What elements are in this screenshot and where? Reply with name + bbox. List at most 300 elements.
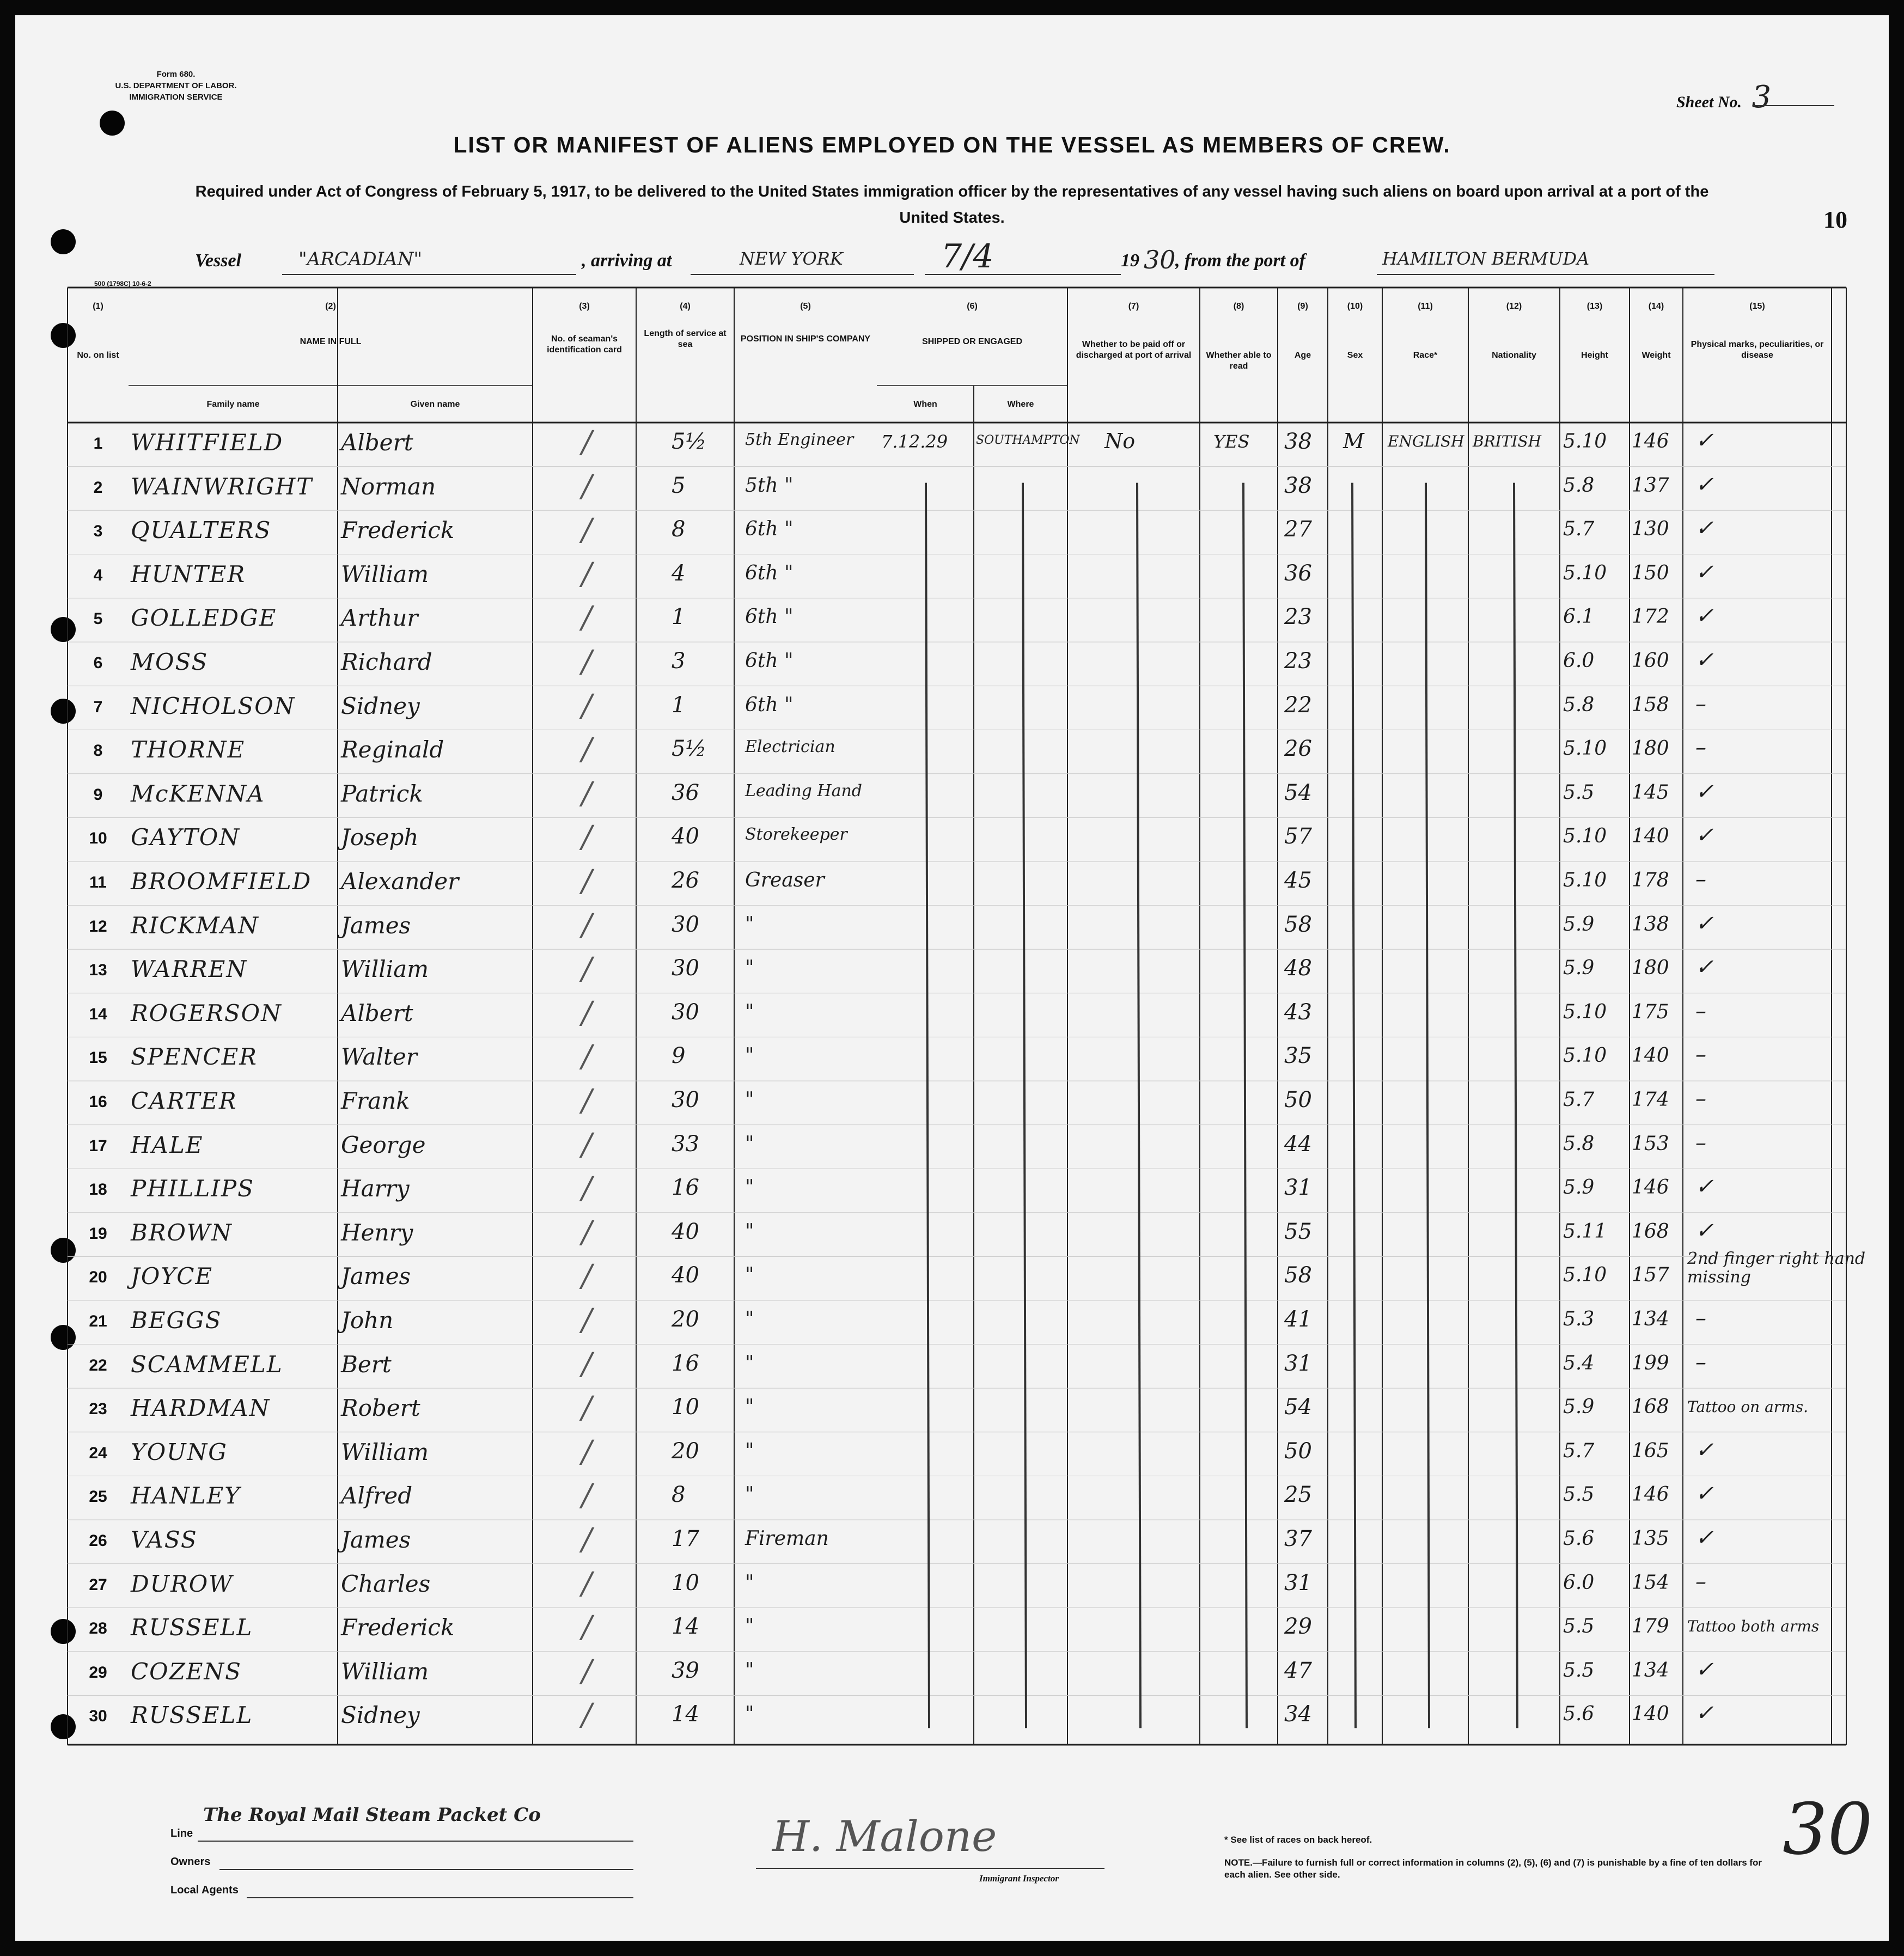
age: 31	[1284, 1350, 1312, 1376]
position: Leading Hand	[745, 781, 862, 800]
physical-marks-tick: ✓	[1695, 1525, 1714, 1550]
row-number: 15	[89, 1049, 107, 1067]
col-header-weight-number: (14)	[1648, 302, 1664, 311]
service-length: 30	[672, 1087, 699, 1113]
age: 58	[1284, 912, 1312, 937]
height: 5.8	[1563, 1132, 1595, 1155]
col-header-shipped: SHIPPED OR ENGAGED	[922, 337, 1023, 346]
physical-marks-tick: ✓	[1695, 910, 1714, 936]
weight: 145	[1632, 781, 1669, 804]
service-length: 10	[672, 1395, 699, 1420]
id-card-slash-mark: /	[582, 688, 592, 724]
height: 6.0	[1563, 650, 1595, 672]
physical-marks-tick: –	[1695, 691, 1706, 717]
service-name: IMMIGRATION SERVICE	[129, 93, 223, 102]
service-length: 14	[672, 1614, 699, 1640]
given-name: Walter	[341, 1043, 417, 1071]
agents-label: Local Agents	[170, 1884, 239, 1896]
family-name: McKENNA	[131, 780, 265, 807]
height: 5.9	[1563, 1396, 1595, 1419]
weight: 154	[1632, 1571, 1669, 1594]
age: 50	[1284, 1438, 1312, 1464]
id-card-slash-mark: /	[582, 1610, 592, 1646]
row-number: 25	[89, 1488, 107, 1506]
ditto-line	[926, 483, 929, 1728]
height: 5.7	[1563, 518, 1595, 541]
position: "	[745, 1308, 754, 1330]
id-card-slash-mark: /	[582, 1434, 592, 1470]
weight: 130	[1632, 518, 1669, 541]
height: 5.9	[1563, 913, 1595, 936]
position: "	[745, 1352, 754, 1374]
id-card-slash-mark: /	[582, 995, 592, 1031]
age: 50	[1284, 1087, 1312, 1113]
physical-marks-tick: –	[1695, 735, 1706, 761]
height: 5.8	[1563, 474, 1595, 497]
id-card-slash-mark: /	[582, 1303, 592, 1338]
family-name: GOLLEDGE	[131, 604, 277, 632]
col-header-family-name: Family name	[206, 400, 260, 409]
age: 26	[1284, 736, 1312, 762]
given-name: William	[341, 560, 429, 588]
ditto-line	[1426, 483, 1429, 1728]
given-name: Henry	[341, 1219, 413, 1246]
col-header-no-number: (1)	[93, 302, 103, 311]
weight: 140	[1632, 1044, 1669, 1067]
age: 38	[1284, 429, 1312, 454]
weight: 146	[1632, 430, 1669, 453]
sex: M	[1343, 429, 1364, 453]
family-name: WHITFIELD	[131, 429, 284, 456]
position: Electrician	[745, 737, 835, 757]
position: 5th Engineer	[745, 430, 854, 449]
family-name: RUSSELL	[131, 1614, 253, 1641]
height: 5.6	[1563, 1703, 1595, 1726]
service-length: 17	[672, 1526, 699, 1551]
col-header-height-number: (13)	[1586, 302, 1603, 311]
age: 58	[1284, 1263, 1312, 1288]
ditto-line	[1352, 483, 1356, 1728]
col-header-sex: Sex	[1347, 351, 1363, 360]
weight: 137	[1632, 474, 1669, 497]
given-name: George	[341, 1131, 426, 1158]
service-length: 3	[672, 649, 686, 674]
height: 5.5	[1563, 1615, 1595, 1638]
age: 44	[1284, 1131, 1312, 1157]
row-number: 12	[89, 917, 107, 936]
height: 5.10	[1563, 737, 1607, 760]
year-suffix: 30	[1144, 245, 1176, 274]
given-name: Patrick	[341, 780, 423, 807]
family-name: DUROW	[131, 1570, 234, 1597]
given-name: William	[341, 956, 429, 983]
given-name: Joseph	[341, 824, 419, 851]
height: 5.11	[1563, 1220, 1607, 1243]
col-header-nationality: Nationality	[1492, 351, 1536, 360]
col-header-no: No. on list	[77, 351, 119, 360]
family-name: SCAMMELL	[131, 1350, 283, 1378]
shipped-where: SOUTHAMPTON	[976, 433, 1080, 447]
weight: 174	[1632, 1089, 1669, 1111]
col-header-sex-number: (10)	[1347, 302, 1363, 311]
id-card-slash-mark: /	[582, 820, 592, 855]
row-number: 10	[89, 829, 107, 848]
shipped-when: 7.12.29	[881, 431, 948, 452]
inspector-label: Immigrant Inspector	[979, 1873, 1059, 1884]
service-length: 30	[672, 999, 699, 1025]
row-number: 16	[89, 1093, 107, 1111]
paid-off: No	[1104, 429, 1136, 453]
given-name: Albert	[341, 999, 413, 1026]
id-card-slash-mark: /	[582, 1083, 592, 1118]
given-name: William	[341, 1438, 429, 1465]
height: 5.6	[1563, 1527, 1595, 1550]
id-card-slash-mark: /	[582, 732, 592, 768]
row-number: 9	[93, 785, 103, 804]
service-length: 8	[672, 517, 686, 542]
row-number: 5	[93, 610, 103, 628]
position: "	[745, 913, 754, 936]
given-name: Sidney	[341, 692, 420, 719]
service-length: 8	[672, 1482, 686, 1508]
id-card-slash-mark: /	[582, 1522, 592, 1557]
age: 25	[1284, 1482, 1312, 1508]
given-name: Frederick	[341, 1614, 455, 1641]
position: "	[745, 1703, 754, 1726]
row-number: 2	[93, 478, 103, 497]
sheet-value: 3	[1752, 80, 1772, 115]
family-name: RICKMAN	[131, 912, 259, 939]
col-header-name-number: (2)	[325, 302, 336, 311]
id-card-slash-mark: /	[582, 907, 592, 943]
id-card-slash-mark: /	[582, 951, 592, 987]
col-header-marks-number: (15)	[1749, 302, 1765, 311]
col-header-position: POSITION IN SHIP'S COMPANY	[740, 334, 871, 344]
id-card-slash-mark: /	[582, 775, 592, 811]
age: 29	[1284, 1614, 1312, 1640]
age: 45	[1284, 868, 1312, 893]
family-name: HUNTER	[131, 560, 246, 588]
weight: 180	[1632, 737, 1669, 760]
vessel-name: "ARCADIAN"	[298, 248, 422, 270]
id-card-slash-mark: /	[582, 1478, 592, 1514]
height: 5.10	[1563, 825, 1607, 848]
physical-marks-tick: ✓	[1695, 472, 1714, 497]
service-length: 14	[672, 1702, 699, 1727]
service-length: 39	[672, 1658, 699, 1683]
from-port: HAMILTON BERMUDA	[1382, 248, 1590, 269]
position: "	[745, 1176, 754, 1199]
weight: 135	[1632, 1527, 1669, 1550]
service-length: 30	[672, 912, 699, 937]
col-header-shipped-number: (6)	[967, 302, 978, 311]
physical-marks-tick: ✓	[1695, 1481, 1714, 1507]
physical-marks-tick: ✓	[1695, 1701, 1714, 1726]
age: 57	[1284, 824, 1312, 849]
family-name: GAYTON	[131, 824, 241, 851]
given-name: Reginald	[341, 736, 444, 763]
position: "	[745, 957, 754, 980]
ditto-line	[1023, 483, 1026, 1728]
family-name: YOUNG	[131, 1438, 228, 1465]
physical-marks-tick: ✓	[1695, 1218, 1714, 1243]
physical-marks-tick: –	[1695, 1569, 1706, 1594]
age: 37	[1284, 1526, 1312, 1551]
weight: 146	[1632, 1176, 1669, 1199]
age: 38	[1284, 473, 1312, 498]
id-card-slash-mark: /	[582, 600, 592, 636]
from-label: , from the port of	[1175, 250, 1305, 271]
col-header-marks: Physical marks, peculiarities, or disease	[1691, 340, 1824, 360]
col-header-nationality-number: (12)	[1506, 302, 1522, 311]
position: 6th "	[745, 693, 794, 716]
physical-marks-tick: ✓	[1695, 1657, 1714, 1682]
age: 41	[1284, 1307, 1312, 1332]
given-name: Alexander	[341, 868, 459, 895]
page-subtitle: Required under Act of Congress of February 5, 1917, to be delivered to the United States immigration officer by the representatives of any vessel having such aliens on board upon arrival at a port of the United States.	[195, 183, 1709, 227]
ditto-line	[1137, 483, 1140, 1728]
weight: 168	[1632, 1396, 1669, 1419]
row-number: 29	[89, 1663, 107, 1682]
family-name: MOSS	[131, 649, 209, 675]
given-name: Sidney	[341, 1702, 420, 1729]
row-number: 30	[89, 1707, 107, 1726]
row-number: 22	[89, 1356, 107, 1374]
height: 6.0	[1563, 1571, 1595, 1594]
row-number: 1	[93, 435, 103, 453]
service-length: 36	[672, 780, 699, 805]
id-card-slash-mark: /	[582, 644, 592, 680]
physical-marks-tick: ✓	[1695, 823, 1714, 848]
age: 23	[1284, 604, 1312, 630]
given-name: James	[341, 1526, 411, 1553]
id-card-slash-mark: /	[582, 1566, 592, 1602]
service-length: 33	[672, 1131, 699, 1157]
weight: 179	[1632, 1615, 1669, 1638]
age: 54	[1284, 780, 1312, 805]
family-name: PHILLIPS	[131, 1175, 254, 1202]
col-header-paid-off-number: (7)	[1128, 302, 1139, 311]
row-number: 27	[89, 1575, 107, 1594]
physical-marks-tick: ✓	[1695, 955, 1714, 980]
row-number: 11	[89, 873, 107, 891]
weight: 153	[1632, 1132, 1669, 1155]
position: Storekeeper	[745, 825, 847, 845]
form-number: Form 680.	[156, 70, 196, 79]
service-length: 5½	[672, 736, 707, 762]
sheet-label: Sheet No.	[1676, 93, 1742, 111]
given-name: Frank	[341, 1087, 410, 1114]
position: 6th "	[745, 650, 794, 672]
weight: 175	[1632, 1000, 1669, 1023]
given-name: William	[341, 1658, 429, 1685]
position: 5th "	[745, 474, 794, 497]
height: 6.1	[1563, 606, 1595, 628]
position: "	[745, 1396, 754, 1419]
age: 55	[1284, 1219, 1312, 1244]
col-header-id-card: No. of seaman's identification card	[547, 334, 622, 354]
height: 5.7	[1563, 1089, 1595, 1111]
age: 34	[1284, 1702, 1312, 1727]
family-name: BEGGS	[131, 1307, 222, 1334]
family-name: CARTER	[131, 1087, 237, 1114]
position: 6th "	[745, 561, 794, 584]
service-length: 16	[672, 1175, 699, 1201]
position: "	[745, 1220, 754, 1243]
given-name: Norman	[341, 473, 436, 500]
race: ENGLISH	[1388, 432, 1464, 450]
physical-marks-tick: ✓	[1695, 647, 1714, 673]
given-name: John	[341, 1307, 394, 1334]
service-length: 40	[672, 824, 699, 849]
id-card-slash-mark: /	[582, 512, 592, 548]
physical-marks-tick: ✓	[1695, 1437, 1714, 1463]
physical-marks-tick: –	[1695, 867, 1706, 892]
height: 5.10	[1563, 1000, 1607, 1023]
col-header-weight: Weight	[1641, 351, 1671, 360]
row-number: 4	[93, 566, 103, 584]
family-name: RUSSELL	[131, 1702, 253, 1729]
family-name: COZENS	[131, 1658, 242, 1685]
arrival-date: 7/4	[941, 237, 994, 276]
given-name: James	[341, 1263, 411, 1290]
service-length: 5	[672, 473, 686, 498]
age: 47	[1284, 1658, 1312, 1683]
given-name: James	[341, 912, 411, 939]
id-card-slash-mark: /	[582, 1346, 592, 1382]
col-header-paid-off: Whether to be paid off or discharged at port of arrival	[1076, 340, 1192, 360]
physical-marks-tick: ✓	[1695, 428, 1714, 453]
manifest-sheet	[15, 15, 1889, 1941]
row-number: 6	[93, 654, 103, 672]
family-name: WARREN	[131, 956, 248, 983]
height: 5.10	[1563, 561, 1607, 584]
physical-marks-tick: ✓	[1695, 603, 1714, 629]
nationality: BRITISH	[1473, 432, 1542, 450]
family-name: ROGERSON	[131, 999, 282, 1026]
age: 31	[1284, 1570, 1312, 1596]
service-length: 1	[672, 604, 686, 630]
family-name: THORNE	[131, 736, 246, 763]
col-header-race-number: (11)	[1418, 302, 1433, 311]
department-name: U.S. DEPARTMENT OF LABOR.	[115, 81, 237, 90]
given-name: Frederick	[341, 517, 455, 544]
id-card-slash-mark: /	[582, 1697, 592, 1733]
weight: 158	[1632, 693, 1669, 716]
service-length: 30	[672, 956, 699, 981]
row-number: 21	[89, 1312, 107, 1330]
col-header-service-number: (4)	[680, 302, 691, 311]
position: 6th "	[745, 518, 794, 541]
weight: 140	[1632, 1703, 1669, 1726]
physical-marks-tick: ✓	[1695, 1174, 1714, 1200]
physical-marks: 2nd finger right hand missing	[1687, 1249, 1866, 1287]
family-name: BROWN	[131, 1219, 233, 1246]
id-card-slash-mark: /	[582, 425, 592, 460]
row-number: 20	[89, 1268, 107, 1287]
row-number: 26	[89, 1532, 107, 1550]
age: 43	[1284, 999, 1312, 1025]
given-name: Charles	[341, 1570, 431, 1597]
weight: 199	[1632, 1352, 1669, 1374]
service-length: 40	[672, 1263, 699, 1288]
service-length: 1	[672, 692, 686, 718]
position: Fireman	[745, 1527, 829, 1550]
age: 23	[1284, 649, 1312, 674]
page-title: LIST OR MANIFEST OF ALIENS EMPLOYED ON THE VESSEL AS MEMBERS OF CREW.	[453, 132, 1451, 157]
id-card-slash-mark: /	[582, 864, 592, 899]
col-header-when: When	[913, 400, 937, 409]
row-number: 28	[89, 1619, 107, 1638]
ditto-line	[1514, 483, 1517, 1728]
row-number: 23	[89, 1400, 107, 1419]
owners-label: Owners	[170, 1856, 211, 1868]
id-card-slash-mark: /	[582, 1214, 592, 1250]
age: 36	[1284, 560, 1312, 586]
weight: 157	[1632, 1264, 1669, 1287]
service-length: 5½	[672, 429, 707, 454]
family-name: SPENCER	[131, 1043, 258, 1071]
arrival-port: NEW YORK	[740, 248, 843, 269]
height: 5.10	[1563, 1044, 1607, 1067]
given-name: Robert	[341, 1395, 420, 1422]
position: "	[745, 1264, 754, 1287]
id-card-slash-mark: /	[582, 1390, 592, 1426]
position: "	[745, 1659, 754, 1682]
physical-marks: Tattoo both arms	[1687, 1617, 1820, 1636]
family-name: WAINWRIGHT	[131, 473, 313, 500]
row-number: 7	[93, 698, 103, 716]
height: 5.7	[1563, 1439, 1595, 1462]
physical-marks-tick: ✓	[1695, 559, 1714, 585]
line-label: Line	[170, 1827, 193, 1839]
row-number: 17	[89, 1136, 107, 1155]
col-header-id-card-number: (3)	[579, 302, 590, 311]
age: 54	[1284, 1395, 1312, 1420]
physical-marks-tick: –	[1695, 1349, 1706, 1375]
age: 27	[1284, 517, 1312, 542]
height: 5.3	[1563, 1308, 1595, 1330]
col-header-service: Length of service at sea	[644, 329, 727, 349]
id-card-slash-mark: /	[582, 1258, 592, 1294]
col-header-race: Race*	[1413, 351, 1438, 360]
height: 5.9	[1563, 957, 1595, 980]
family-name: VASS	[131, 1526, 198, 1553]
corner-number: 10	[1823, 206, 1847, 233]
col-header-age: Age	[1294, 351, 1311, 360]
height: 5.5	[1563, 1659, 1595, 1682]
col-header-read-number: (8)	[1233, 302, 1244, 311]
id-card-slash-mark: /	[582, 1039, 592, 1075]
col-header-age-number: (9)	[1297, 302, 1308, 311]
row-number: 18	[89, 1181, 107, 1199]
height: 5.10	[1563, 430, 1607, 453]
col-header-position-number: (5)	[800, 302, 811, 311]
col-header-read: Whether able to read	[1206, 351, 1272, 371]
position: "	[745, 1089, 754, 1111]
year-prefix: 19	[1121, 250, 1139, 271]
inspector-signature: H. Malone	[772, 1812, 997, 1861]
col-header-where: Where	[1007, 400, 1034, 409]
weight: 180	[1632, 957, 1669, 980]
physical-marks-tick: –	[1695, 1130, 1706, 1156]
service-length: 40	[672, 1219, 699, 1244]
weight: 172	[1632, 606, 1669, 628]
physical-marks: Tattoo on arms.	[1687, 1398, 1809, 1416]
position: "	[745, 1044, 754, 1067]
position: "	[745, 1439, 754, 1462]
family-name: BROOMFIELD	[131, 868, 312, 895]
